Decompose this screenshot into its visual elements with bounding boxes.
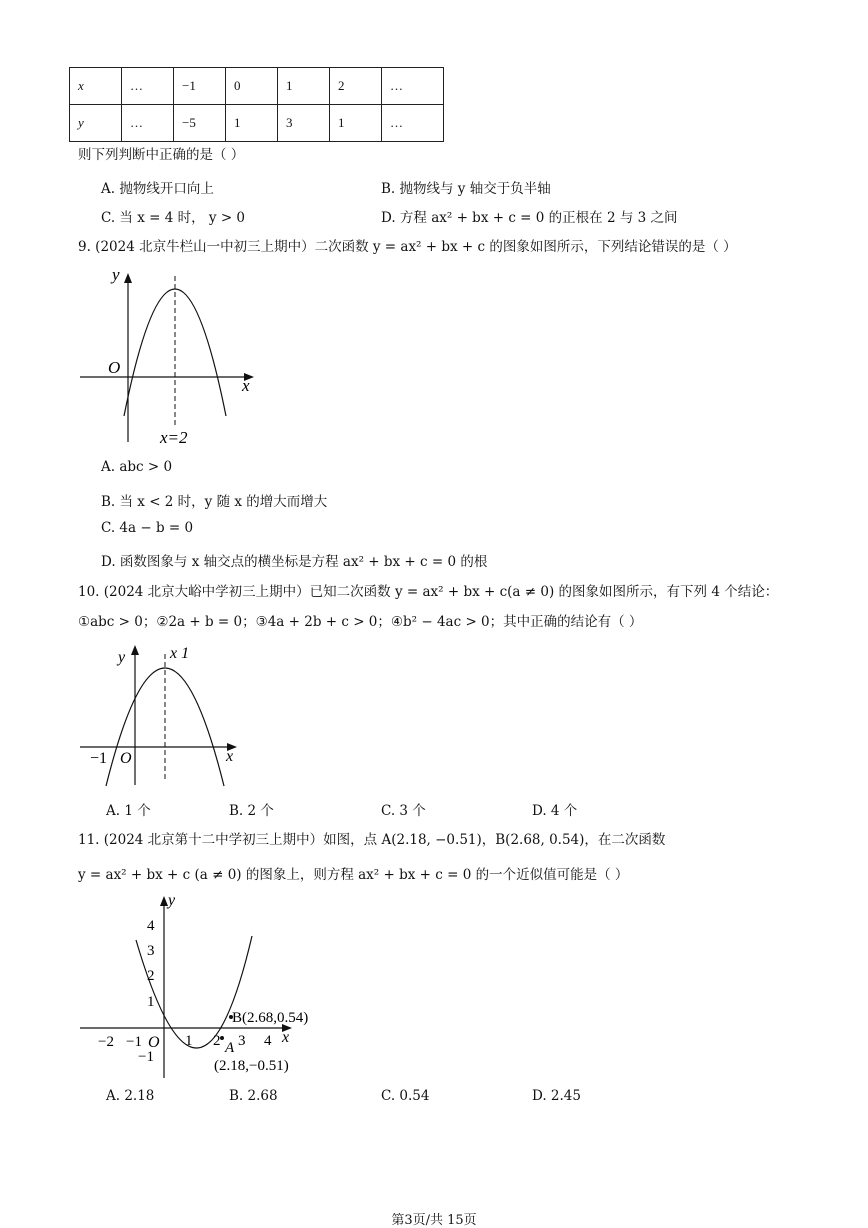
q11-option-b[interactable]: B. 2.68 (229, 1088, 278, 1104)
point-a-label: A (225, 1040, 235, 1056)
table-cell: −1 (174, 68, 226, 105)
q8-option-c[interactable]: C. 当 x = 4 时， y > 0 (101, 210, 246, 226)
q10-option-c[interactable]: C. 3 个 (381, 803, 426, 819)
table-cell: 1 (226, 105, 278, 142)
x-axis-label: x (282, 1029, 290, 1046)
value-table (69, 67, 444, 142)
y-axis-arrow (160, 896, 168, 906)
y-tick-label: −1 (138, 1049, 154, 1065)
q8-prompt: 则下列判断中正确的是（ ） (78, 147, 245, 163)
q9-option-b[interactable]: B. 当 x < 2 时，y 随 x 的增大而增大 (101, 494, 328, 510)
q11-option-c[interactable]: C. 0.54 (381, 1088, 430, 1104)
q8-option-d[interactable]: D. 方程 ax² + bx + c = 0 的正根在 2 与 3 之间 (381, 210, 678, 226)
q11-option-d[interactable]: D. 2.45 (532, 1088, 581, 1104)
table-cell: 2 (330, 68, 382, 105)
q10-option-a[interactable]: A. 1 个 (106, 803, 151, 819)
x-tick-label: 1 (185, 1033, 193, 1049)
q11-stem-line2: y = ax² + bx + c (a ≠ 0) 的图象上，则方程 ax² + bx + c = 0 的一个近似值可能是（ ） (78, 867, 629, 883)
q9-stem: 9. (2024 北京牛栏山一中初三上期中）二次函数 y = ax² + bx + c 的图象如图所示，下列结论错误的是（ ） (78, 239, 737, 255)
x-tick-label: −1 (126, 1034, 142, 1050)
y-axis-label: y (112, 265, 120, 284)
table-cell: 3 (278, 105, 330, 142)
table-cell: x (70, 68, 122, 105)
q8-option-a[interactable]: A. 抛物线开口向上 (101, 181, 214, 197)
q10-stem-line1: 10. (2024 北京大峪中学初三上期中）已知二次函数 y = ax² + bx + c(a ≠ 0) 的图象如图所示，有下列 4 个结论： (78, 584, 779, 600)
q10-graph (78, 640, 248, 790)
table-cell: … (382, 68, 444, 105)
x-axis-label: x (242, 376, 250, 395)
origin-label: O (120, 750, 132, 767)
origin-label: O (148, 1034, 160, 1051)
q9-option-a[interactable]: A. abc > 0 (101, 459, 173, 475)
table-cell: y (70, 105, 122, 142)
origin-label: O (108, 358, 121, 377)
x-tick-label: 2 (213, 1033, 221, 1049)
symmetry-axis-label: x=2 (160, 428, 188, 447)
y-tick-label: 1 (147, 994, 155, 1010)
y-axis-arrow (124, 273, 132, 283)
point-a-marker (220, 1036, 224, 1040)
table-cell: … (122, 105, 174, 142)
table-cell: −5 (174, 105, 226, 142)
x-tick-label: −2 (98, 1034, 114, 1050)
x-tick-label: 3 (238, 1033, 246, 1049)
q8-option-b[interactable]: B. 抛物线与 y 轴交于负半轴 (381, 181, 551, 197)
y-axis-arrow (131, 645, 139, 655)
table-cell: 1 (330, 105, 382, 142)
y-axis-label: y (118, 649, 126, 666)
table-cell: 0 (226, 68, 278, 105)
x-axis-label: x (226, 748, 234, 765)
q11-graph (78, 890, 338, 1082)
table-cell: 1 (278, 68, 330, 105)
symmetry-axis-label: x 1 (170, 645, 190, 662)
y-tick-label: 4 (147, 918, 155, 934)
point-b-label: B(2.68,0.54) (232, 1010, 309, 1026)
table-cell: … (122, 68, 174, 105)
q11-stem-line1: 11. (2024 北京第十二中学初三上期中）如图，点 A(2.18, −0.51)，B(2.68, 0.54)，在二次函数 (78, 832, 666, 848)
q10-stem-line2: ①abc > 0；②2a + b = 0；③4a + 2b + c > 0；④b² − 4ac > 0；其中正确的结论有（ ） (78, 614, 643, 630)
table-cell: … (382, 105, 444, 142)
x-tick-label: 4 (264, 1033, 272, 1049)
page-footer: 第3页/共 15页 (391, 1213, 477, 1228)
point-a-coords: (2.18,−0.51) (214, 1058, 289, 1074)
table-row (70, 105, 444, 142)
neg-one-label: −1 (90, 750, 108, 767)
y-tick-label: 2 (147, 968, 155, 984)
q9-option-c[interactable]: C. 4a − b = 0 (101, 520, 194, 536)
q11-option-a[interactable]: A. 2.18 (106, 1088, 155, 1104)
q9-option-d[interactable]: D. 函数图象与 x 轴交点的横坐标是方程 ax² + bx + c = 0 的根 (101, 554, 488, 570)
q9-graph (72, 262, 272, 450)
table-row (70, 68, 444, 105)
y-tick-label: 3 (147, 943, 155, 959)
q10-option-d[interactable]: D. 4 个 (532, 803, 578, 819)
q10-option-b[interactable]: B. 2 个 (229, 803, 274, 819)
y-axis-label: y (168, 892, 176, 909)
